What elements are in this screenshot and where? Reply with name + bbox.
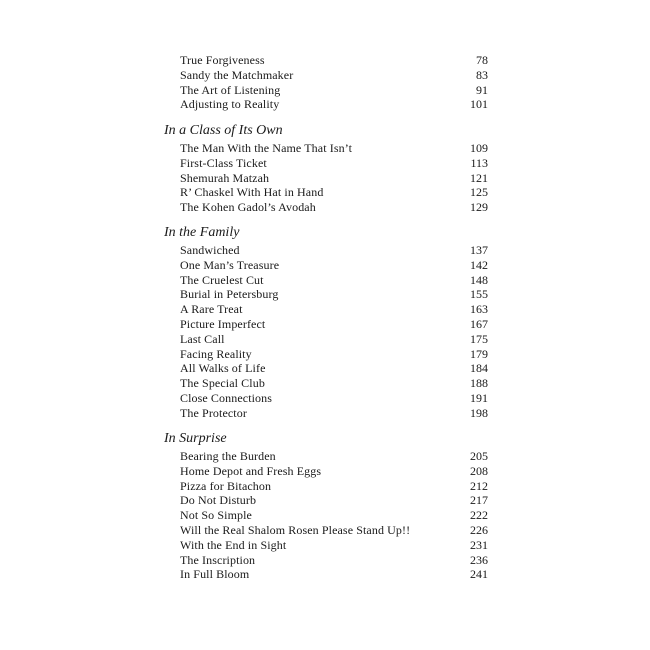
entry-title: Last Call	[180, 331, 225, 346]
entry-page-number: 191	[470, 391, 488, 405]
entry-page-number: 167	[470, 317, 488, 331]
entry-title: Sandwiched	[180, 243, 240, 257]
entry-page-number: 125	[470, 185, 488, 200]
toc-entry	[180, 156, 488, 171]
toc-entry	[180, 332, 488, 347]
toc-entry	[180, 97, 488, 112]
entry-title: In Full Bloom	[180, 567, 250, 582]
toc-entry	[180, 347, 488, 362]
toc-entry	[180, 141, 488, 156]
entry-title: The Art of Listening	[180, 82, 281, 97]
toc-entry	[180, 68, 488, 83]
entry-page-number: 137	[470, 243, 488, 257]
entry-page-number: 184	[470, 361, 488, 376]
toc-entry	[180, 302, 488, 317]
entry-title: Sandy the Matchmaker	[180, 67, 294, 82]
toc-entry	[180, 553, 488, 568]
entry-title: Will the Real Shalom Rosen Please Stand Up!!	[180, 523, 411, 537]
entry-title: Picture Imperfect	[180, 317, 266, 331]
entry-page-number: 226	[470, 523, 488, 537]
toc-entry	[180, 508, 488, 523]
entry-page-number: 241	[470, 567, 488, 582]
entry-title: Pizza for Bitachon	[180, 478, 272, 493]
entry-page-number: 217	[470, 493, 488, 508]
entry-page-number: 155	[470, 287, 488, 302]
entry-page-number: 109	[470, 141, 488, 155]
entry-title: Shemurah Matzah	[180, 170, 270, 185]
entry-title: True Forgiveness	[180, 53, 265, 67]
entry-page-number: 179	[470, 346, 488, 361]
entry-title: First-Class Ticket	[180, 155, 267, 170]
entry-title: With the End in Sight	[180, 537, 287, 552]
entry-page-number: 236	[470, 552, 488, 567]
entry-title: Facing Reality	[180, 346, 252, 361]
entry-page-number: 198	[470, 405, 488, 420]
toc-entry	[180, 523, 488, 538]
entry-title: The Inscription	[180, 552, 256, 567]
toc-entry	[180, 200, 488, 215]
toc-entry	[180, 287, 488, 302]
entry-title: The Man With the Name That Isn’t	[180, 141, 353, 155]
toc-entry	[180, 317, 488, 332]
toc-entry	[180, 449, 488, 464]
entry-page-number: 78	[476, 53, 488, 67]
entry-page-number: 113	[470, 155, 488, 170]
toc-entry	[180, 391, 488, 406]
entry-title: A Rare Treat	[180, 302, 243, 317]
entry-title: The Kohen Gadol’s Avodah	[180, 200, 316, 215]
section-heading: In Surprise	[164, 431, 227, 446]
entry-page-number: 205	[470, 449, 488, 463]
entry-page-number: 188	[470, 376, 488, 391]
entry-title: Adjusting to Reality	[180, 97, 280, 112]
entry-page-number: 175	[470, 331, 488, 346]
entry-title: The Special Club	[180, 376, 265, 391]
toc-entry	[180, 464, 488, 479]
entry-page-number: 163	[470, 302, 488, 317]
toc-entry	[180, 493, 488, 508]
entry-title: All Walks of Life	[180, 361, 266, 376]
entry-title: One Man’s Treasure	[180, 257, 280, 272]
toc-entry	[180, 538, 488, 553]
toc-entry	[180, 53, 488, 68]
toc-entry	[180, 171, 488, 186]
entry-page-number: 212	[470, 478, 488, 493]
entry-title: Home Depot and Fresh Eggs	[180, 463, 322, 478]
entry-page-number: 101	[470, 97, 488, 112]
entry-page-number: 222	[470, 508, 488, 523]
toc-entry	[180, 273, 488, 288]
toc-entry	[180, 479, 488, 494]
entry-page-number: 129	[470, 200, 488, 215]
toc-entry	[180, 376, 488, 391]
toc-entry	[180, 406, 488, 421]
entry-title: The Cruelest Cut	[180, 272, 264, 287]
toc-entry	[180, 258, 488, 273]
entry-page-number: 83	[476, 67, 488, 82]
entry-title: Bearing the Burden	[180, 449, 276, 463]
entry-title: Close Connections	[180, 391, 273, 405]
section-heading: In a Class of Its Own	[164, 123, 283, 138]
entry-title: Burial in Petersburg	[180, 287, 279, 302]
toc-entry	[180, 83, 488, 98]
entry-page-number: 142	[470, 257, 488, 272]
entry-page-number: 121	[470, 170, 488, 185]
toc-entry	[180, 243, 488, 258]
entry-title: The Protector	[180, 405, 247, 420]
toc-entry	[180, 361, 488, 376]
entry-page-number: 231	[470, 537, 488, 552]
section-heading: In the Family	[164, 225, 240, 240]
entry-page-number: 148	[470, 272, 488, 287]
entry-title: Not So Simple	[180, 508, 252, 523]
entry-title: Do Not Disturb	[180, 493, 257, 508]
entry-page-number: 208	[470, 463, 488, 478]
entry-title: R’ Chaskel With Hat in Hand	[180, 185, 324, 200]
toc-entry	[180, 567, 488, 582]
toc-entry	[180, 185, 488, 200]
entry-page-number: 91	[476, 82, 488, 97]
